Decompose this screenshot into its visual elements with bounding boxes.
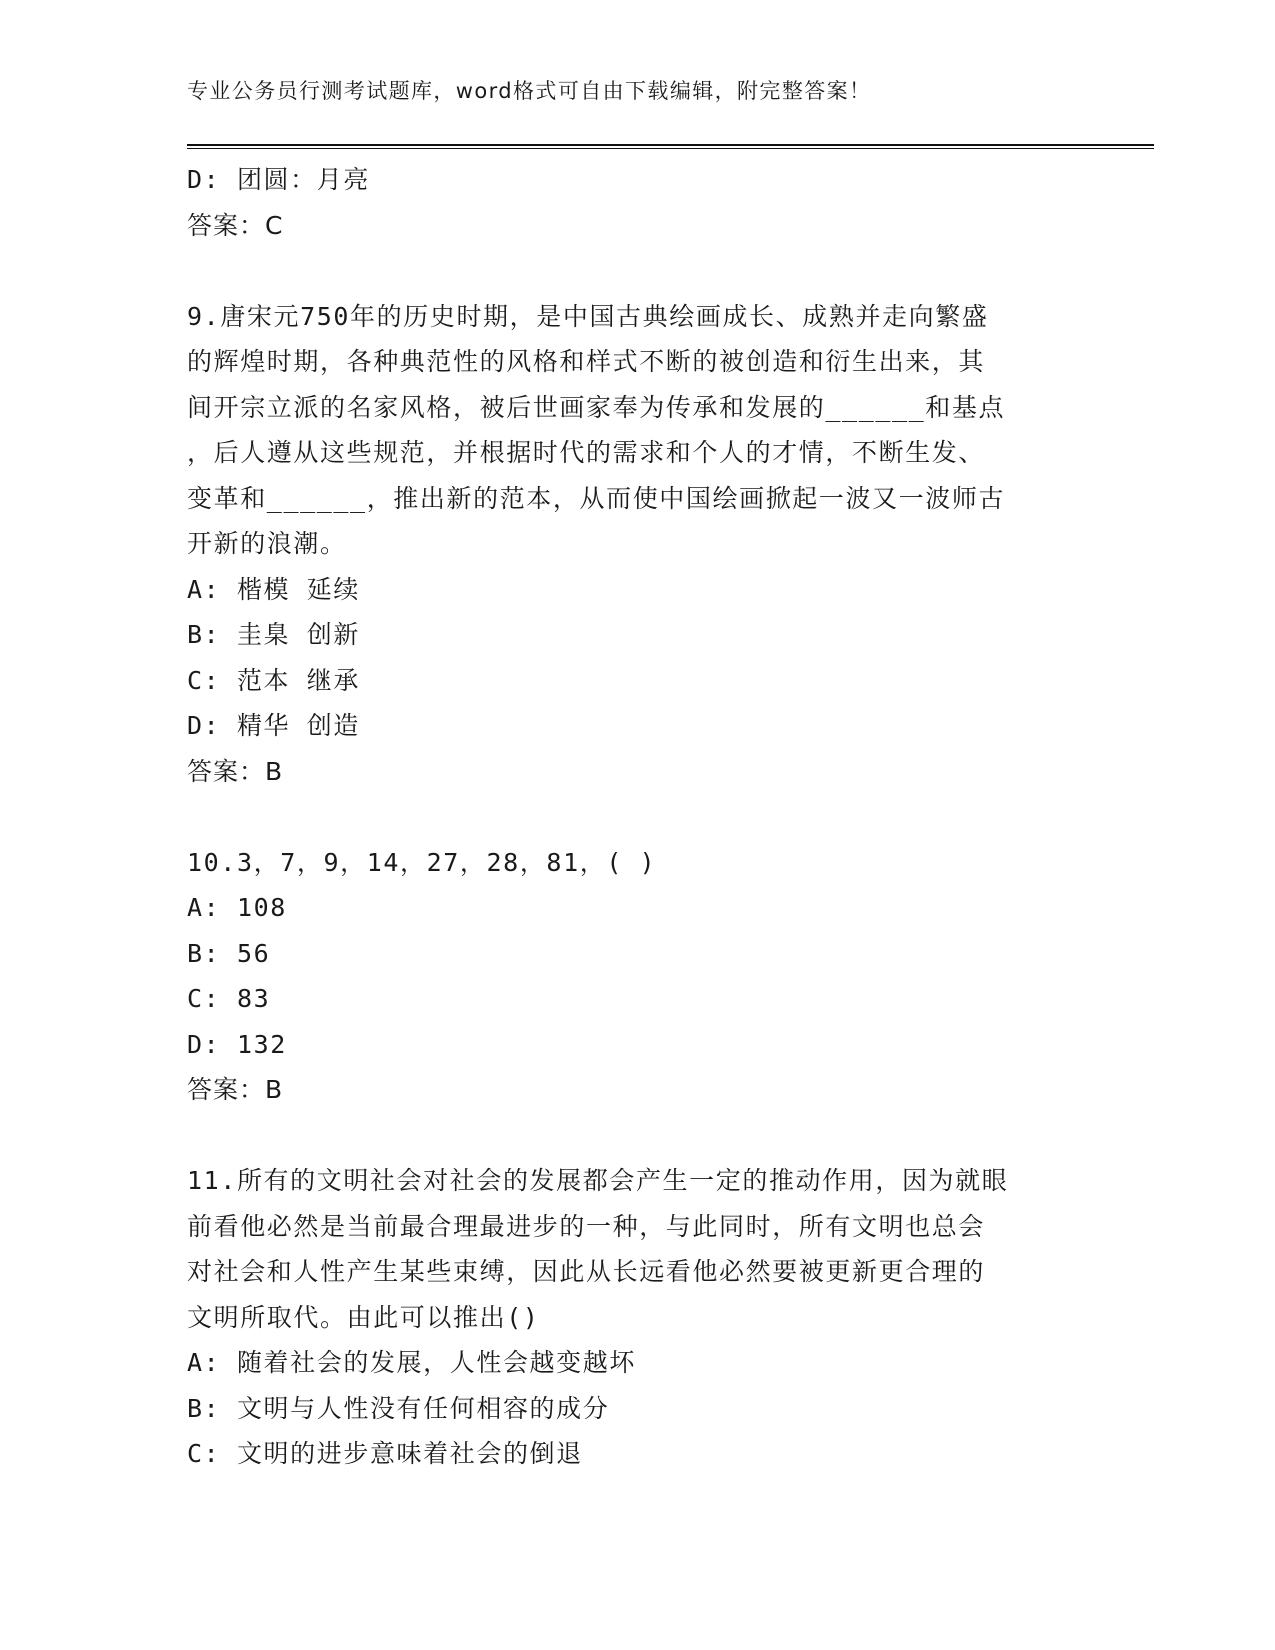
question-text-line: 文明所取代。由此可以推出() xyxy=(187,1302,540,1332)
previous-question-tail xyxy=(187,157,1067,248)
spacer xyxy=(187,794,1067,840)
header-rule-thick xyxy=(187,144,1154,146)
option-b: B: 圭臬 创新 xyxy=(187,620,361,649)
option-d: D: 132 xyxy=(187,1029,287,1059)
option-a: A: 楷模 延续 xyxy=(187,574,361,604)
question-text-line: 前看他必然是当前最合理最进步的一种，与此同时，所有文明也总会 xyxy=(187,1211,986,1241)
question-text-line: 开新的浪潮。 xyxy=(187,529,347,558)
header-rule-thin xyxy=(187,148,1154,149)
question-11 xyxy=(187,1158,1067,1477)
question-9 xyxy=(187,294,1067,795)
option-b: B: 文明与人性没有任何相容的成分 xyxy=(187,1393,610,1423)
answer-line: 答案：B xyxy=(187,756,284,786)
page-header: 专业公务员行测考试题库，word格式可自由下载编辑，附完整答案！ xyxy=(187,79,872,103)
question-text-line: 11.所有的文明社会对社会的发展都会产生一定的推动作用，因为就眼 xyxy=(187,1166,1009,1195)
question-10 xyxy=(187,840,1067,1113)
question-text-line: 变革和______，推出新的范本，从而使中国绘画掀起一波又一波师古 xyxy=(187,483,1006,513)
document-body xyxy=(187,157,1067,1477)
spacer xyxy=(187,248,1067,294)
question-text-line: ，后人遵从这些规范，并根据时代的需求和个人的才情，不断生发、 xyxy=(187,438,986,467)
option-a: A: 108 xyxy=(187,893,287,922)
question-text-line: 间开宗立派的名家风格，被后世画家奉为传承和发展的______和基点 xyxy=(187,392,1006,422)
answer-line: 答案：C xyxy=(187,210,284,240)
question-text-line: 10.3，7，9，14，27，28，81，( ) xyxy=(187,847,657,877)
spacer xyxy=(187,1113,1067,1159)
question-text-line: 对社会和人性产生某些束缚，因此从长远看他必然要被更新更合理的 xyxy=(187,1257,986,1286)
option-d: D: 精华 创造 xyxy=(187,711,361,740)
option-c: C: 83 xyxy=(187,984,271,1013)
answer-line: 答案：B xyxy=(187,1075,284,1104)
option-c: C: 范本 继承 xyxy=(187,665,361,695)
option-c: C: 文明的进步意味着社会的倒退 xyxy=(187,1439,583,1468)
option-b: B: 56 xyxy=(187,938,271,968)
option-a: A: 随着社会的发展，人性会越变越坏 xyxy=(187,1348,636,1377)
question-text-line: 9.唐宋元750年的历史时期，是中国古典绘画成长、成熟并走向繁盛 xyxy=(187,301,989,331)
option-d: D: 团圆：月亮 xyxy=(187,165,370,194)
question-text-line: 的辉煌时期，各种典范性的风格和样式不断的被创造和衍生出来，其 xyxy=(187,347,986,376)
